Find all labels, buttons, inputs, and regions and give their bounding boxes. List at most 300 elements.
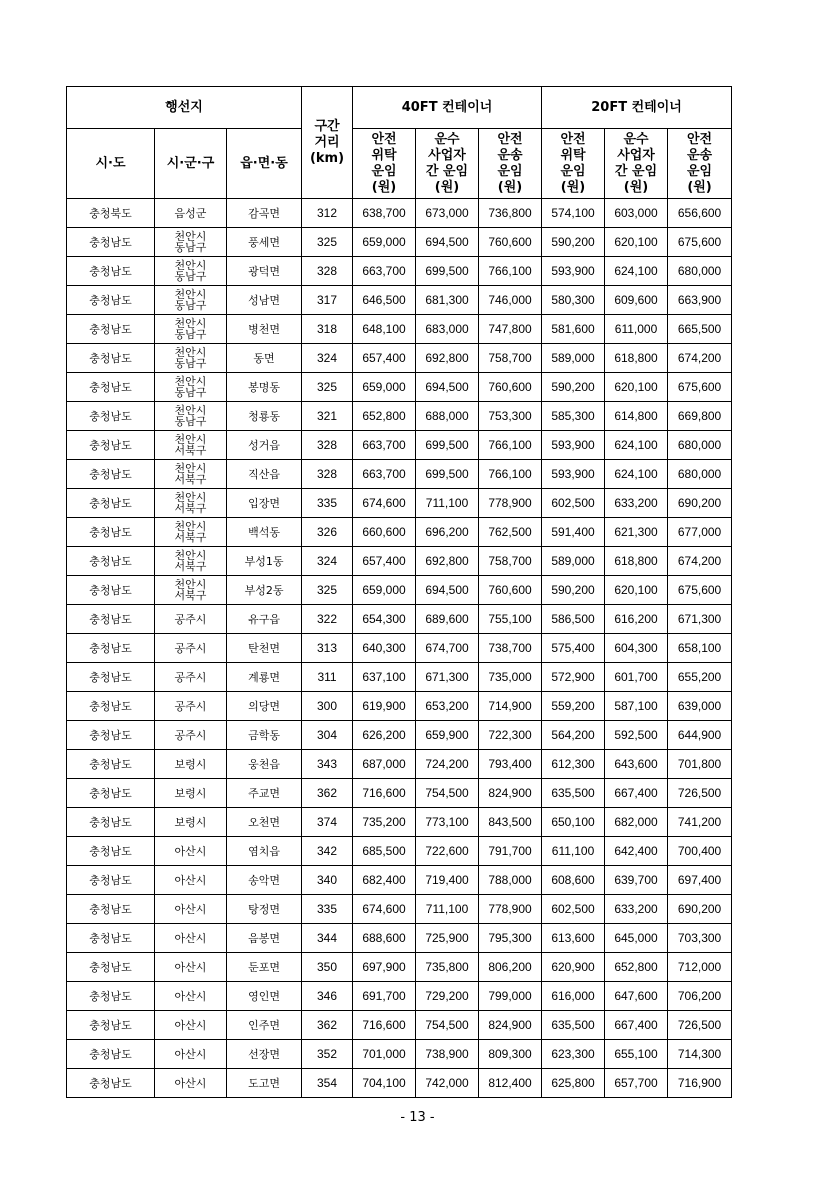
distance-header-line: 구간 xyxy=(314,118,340,134)
f40-between-cell: 673,000 xyxy=(416,199,479,228)
f40-consign-cell: 685,500 xyxy=(353,837,416,866)
table-row xyxy=(67,228,732,257)
city-cell-line: 동남구 xyxy=(174,241,207,254)
town-cell: 주교면 xyxy=(227,779,302,808)
province-cell: 충청남도 xyxy=(67,1011,155,1040)
km-cell: 343 xyxy=(302,750,353,779)
f20-consign-cell: 620,900 xyxy=(542,953,605,982)
city-cell xyxy=(155,315,227,344)
f40-transport-cell: 755,100 xyxy=(479,605,542,634)
table-row xyxy=(67,779,732,808)
province-cell: 충청남도 xyxy=(67,808,155,837)
f40-transport-cell: 799,000 xyxy=(479,982,542,1011)
city-cell xyxy=(155,953,227,982)
city-cell-line: 공주시 xyxy=(174,613,207,626)
f40-transport-cell: 788,000 xyxy=(479,866,542,895)
km-cell: 340 xyxy=(302,866,353,895)
f20-transport-cell: 665,500 xyxy=(668,315,732,344)
f40-consign-cell: 663,700 xyxy=(353,431,416,460)
city-cell-line: 서북구 xyxy=(174,560,207,573)
city-cell xyxy=(155,431,227,460)
f20-between-cell: 633,200 xyxy=(605,895,668,924)
city-cell-line: 공주시 xyxy=(174,700,207,713)
f40-between-cell: 699,500 xyxy=(416,431,479,460)
city-cell-line: 천안시 xyxy=(174,404,207,417)
f40-transport-cell: 791,700 xyxy=(479,837,542,866)
f20-transport-cell: 675,600 xyxy=(668,576,732,605)
f20-consign-cell: 593,900 xyxy=(542,431,605,460)
f40-between-cell: 688,000 xyxy=(416,402,479,431)
f20-consign-cell: 559,200 xyxy=(542,692,605,721)
town-header: 읍·면·동 xyxy=(227,129,302,199)
city-cell-line: 아산시 xyxy=(174,874,207,887)
f40-consign-cell: 697,900 xyxy=(353,953,416,982)
f20-between-cell: 587,100 xyxy=(605,692,668,721)
city-cell-line: 천안시 xyxy=(174,317,207,330)
f20-consign-cell: 625,800 xyxy=(542,1069,605,1098)
table-row xyxy=(67,344,732,373)
f40-consign-cell: 691,700 xyxy=(353,982,416,1011)
province-cell: 충청남도 xyxy=(67,315,155,344)
f20-transport-cell: 716,900 xyxy=(668,1069,732,1098)
city-cell-line: 천안시 xyxy=(174,491,207,504)
province-cell: 충청남도 xyxy=(67,750,155,779)
f20-between-cell: 611,000 xyxy=(605,315,668,344)
f40-transport-cell: 746,000 xyxy=(479,286,542,315)
town-cell: 영인면 xyxy=(227,982,302,1011)
f40-between-cell: 719,400 xyxy=(416,866,479,895)
table-row xyxy=(67,982,732,1011)
f20-consign-cell: 635,500 xyxy=(542,1011,605,1040)
f40-between-cell: 692,800 xyxy=(416,547,479,576)
f40-between-cell: 681,300 xyxy=(416,286,479,315)
f40-between-cell: 722,600 xyxy=(416,837,479,866)
f40-consign-cell: 637,100 xyxy=(353,663,416,692)
city-cell-line: 서북구 xyxy=(174,589,207,602)
province-cell: 충청남도 xyxy=(67,431,155,460)
f20-between-cell: 621,300 xyxy=(605,518,668,547)
f20-consign-cell: 586,500 xyxy=(542,605,605,634)
f20-transport-cell: 700,400 xyxy=(668,837,732,866)
f20-consign-cell: 585,300 xyxy=(542,402,605,431)
table-row xyxy=(67,402,732,431)
city-cell-line: 천안시 xyxy=(174,288,207,301)
f20-transport-cell: 658,100 xyxy=(668,634,732,663)
town-cell: 청룡동 xyxy=(227,402,302,431)
f20-transport-cell: 680,000 xyxy=(668,431,732,460)
f40-transport-cell: 760,600 xyxy=(479,228,542,257)
f20-consign-cell: 572,900 xyxy=(542,663,605,692)
f40-consign-cell: 660,600 xyxy=(353,518,416,547)
city-cell xyxy=(155,1011,227,1040)
f20-transport-cell: 712,000 xyxy=(668,953,732,982)
f20-transport-header: 안전 운송 운임 (원) xyxy=(668,129,732,199)
province-cell: 충청남도 xyxy=(67,982,155,1011)
town-cell: 둔포면 xyxy=(227,953,302,982)
distance-header-line: (km) xyxy=(309,150,345,166)
f40-transport-cell: 758,700 xyxy=(479,344,542,373)
f40-between-cell: 694,500 xyxy=(416,576,479,605)
f20-consign-cell: 564,200 xyxy=(542,721,605,750)
f40-consign-cell: 640,300 xyxy=(353,634,416,663)
f40-between-cell: 696,200 xyxy=(416,518,479,547)
city-cell-line: 서북구 xyxy=(174,531,207,544)
city-cell-line: 천안시 xyxy=(174,520,207,533)
city-cell-line: 천안시 xyxy=(174,433,207,446)
table-row xyxy=(67,315,732,344)
city-cell-line: 서북구 xyxy=(174,473,207,486)
province-cell: 충청남도 xyxy=(67,837,155,866)
city-cell-line: 아산시 xyxy=(174,903,207,916)
city-cell xyxy=(155,257,227,286)
f20-consign-cell: 635,500 xyxy=(542,779,605,808)
km-cell: 374 xyxy=(302,808,353,837)
province-cell: 충청남도 xyxy=(67,1069,155,1098)
f20-transport-cell: 644,900 xyxy=(668,721,732,750)
km-cell: 350 xyxy=(302,953,353,982)
f40-transport-cell: 812,400 xyxy=(479,1069,542,1098)
province-cell: 충청남도 xyxy=(67,605,155,634)
f40-consign-cell: 688,600 xyxy=(353,924,416,953)
km-cell: 313 xyxy=(302,634,353,663)
f20-between-cell: 620,100 xyxy=(605,576,668,605)
province-cell: 충청남도 xyxy=(67,518,155,547)
province-cell: 충청남도 xyxy=(67,286,155,315)
f40-transport-cell: 793,400 xyxy=(479,750,542,779)
f40-transport-cell: 766,100 xyxy=(479,257,542,286)
town-cell: 직산읍 xyxy=(227,460,302,489)
table-row xyxy=(67,808,732,837)
f40-consign-cell: 646,500 xyxy=(353,286,416,315)
city-cell xyxy=(155,547,227,576)
province-cell: 충청남도 xyxy=(67,953,155,982)
f20-between-cell: 603,000 xyxy=(605,199,668,228)
destination-header: 행선지 xyxy=(67,87,302,129)
city-cell-line: 서북구 xyxy=(174,502,207,515)
f40-between-cell: 729,200 xyxy=(416,982,479,1011)
f20-between-header: 운수 사업자 간 운임 (원) xyxy=(605,129,668,199)
table-row xyxy=(67,431,732,460)
f20-transport-cell: 714,300 xyxy=(668,1040,732,1069)
f20-transport-cell: 656,600 xyxy=(668,199,732,228)
table-row xyxy=(67,750,732,779)
f40-consign-cell: 701,000 xyxy=(353,1040,416,1069)
province-cell: 충청남도 xyxy=(67,576,155,605)
f40-transport-cell: 747,800 xyxy=(479,315,542,344)
province-cell: 충청남도 xyxy=(67,547,155,576)
f20-consign-cell: 612,300 xyxy=(542,750,605,779)
f40-consign-cell: 659,000 xyxy=(353,576,416,605)
f40-between-cell: 674,700 xyxy=(416,634,479,663)
city-cell-line: 동남구 xyxy=(174,386,207,399)
f40-between-cell: 692,800 xyxy=(416,344,479,373)
f20-consign-cell: 591,400 xyxy=(542,518,605,547)
freight-rate-table xyxy=(66,86,732,1098)
town-cell: 감곡면 xyxy=(227,199,302,228)
f20-transport-cell: 674,200 xyxy=(668,547,732,576)
f40-consign-cell: 663,700 xyxy=(353,257,416,286)
f40-transport-cell: 824,900 xyxy=(479,1011,542,1040)
f20-transport-cell: 674,200 xyxy=(668,344,732,373)
town-cell: 풍세면 xyxy=(227,228,302,257)
f40-consign-cell: 704,100 xyxy=(353,1069,416,1098)
f20-transport-cell: 680,000 xyxy=(668,460,732,489)
city-cell xyxy=(155,286,227,315)
f20-between-cell: 682,000 xyxy=(605,808,668,837)
km-cell: 325 xyxy=(302,228,353,257)
f40-consign-cell: 619,900 xyxy=(353,692,416,721)
town-cell: 도고면 xyxy=(227,1069,302,1098)
city-cell xyxy=(155,199,227,228)
table-row xyxy=(67,518,732,547)
city-cell-line: 아산시 xyxy=(174,961,207,974)
town-cell: 백석동 xyxy=(227,518,302,547)
f20-consign-cell: 590,200 xyxy=(542,576,605,605)
f40-between-cell: 659,900 xyxy=(416,721,479,750)
f40-between-cell: 653,200 xyxy=(416,692,479,721)
f20-transport-cell: 706,200 xyxy=(668,982,732,1011)
f20-consign-cell: 611,100 xyxy=(542,837,605,866)
f40-between-cell: 773,100 xyxy=(416,808,479,837)
f20-transport-cell: 639,000 xyxy=(668,692,732,721)
f40-consign-cell: 657,400 xyxy=(353,344,416,373)
page-number: - 13 - xyxy=(400,1110,435,1125)
km-cell: 300 xyxy=(302,692,353,721)
f40-transport-cell: 766,100 xyxy=(479,460,542,489)
km-cell: 328 xyxy=(302,431,353,460)
f40-transport-cell: 766,100 xyxy=(479,431,542,460)
f20-between-cell: 604,300 xyxy=(605,634,668,663)
f20-consign-header: 안전 위탁 운임 (원) xyxy=(542,129,605,199)
city-cell xyxy=(155,837,227,866)
f40-consign-cell: 735,200 xyxy=(353,808,416,837)
city-cell-line: 서북구 xyxy=(174,444,207,457)
f40-consign-cell: 638,700 xyxy=(353,199,416,228)
f40-between-cell: 694,500 xyxy=(416,373,479,402)
city-cell-line: 천안시 xyxy=(174,578,207,591)
city-cell-line: 동남구 xyxy=(174,357,207,370)
city-cell-line: 아산시 xyxy=(174,845,207,858)
province-cell: 충청남도 xyxy=(67,779,155,808)
table-row xyxy=(67,1040,732,1069)
km-cell: 352 xyxy=(302,1040,353,1069)
distance-header-line: 거리 xyxy=(314,134,340,150)
f40-between-header: 운수 사업자 간 운임 (원) xyxy=(416,129,479,199)
f20-between-cell: 592,500 xyxy=(605,721,668,750)
city-cell xyxy=(155,1069,227,1098)
city-cell-line: 음성군 xyxy=(174,207,207,220)
town-cell: 선장면 xyxy=(227,1040,302,1069)
f40-between-cell: 742,000 xyxy=(416,1069,479,1098)
f20-consign-cell: 589,000 xyxy=(542,547,605,576)
f20-transport-cell: 690,200 xyxy=(668,489,732,518)
table-row xyxy=(67,924,732,953)
f20-between-cell: 647,600 xyxy=(605,982,668,1011)
table-row xyxy=(67,634,732,663)
km-cell: 312 xyxy=(302,199,353,228)
f40-between-cell: 724,200 xyxy=(416,750,479,779)
city-cell xyxy=(155,663,227,692)
province-cell: 충청남도 xyxy=(67,692,155,721)
city-cell-line: 천안시 xyxy=(174,230,207,243)
f40-between-cell: 689,600 xyxy=(416,605,479,634)
city-cell xyxy=(155,924,227,953)
province-cell: 충청남도 xyxy=(67,228,155,257)
km-cell: 321 xyxy=(302,402,353,431)
f40-consign-cell: 687,000 xyxy=(353,750,416,779)
f20-between-cell: 624,100 xyxy=(605,460,668,489)
f40-between-cell: 699,500 xyxy=(416,460,479,489)
city-cell xyxy=(155,895,227,924)
province-cell: 충청남도 xyxy=(67,1040,155,1069)
town-cell: 염치읍 xyxy=(227,837,302,866)
town-cell: 유구읍 xyxy=(227,605,302,634)
city-cell-line: 공주시 xyxy=(174,642,207,655)
f20-between-cell: 620,100 xyxy=(605,228,668,257)
km-cell: 335 xyxy=(302,489,353,518)
town-cell: 성거읍 xyxy=(227,431,302,460)
f20-transport-cell: 663,900 xyxy=(668,286,732,315)
city-cell xyxy=(155,228,227,257)
f40-between-cell: 735,800 xyxy=(416,953,479,982)
city-cell xyxy=(155,605,227,634)
table-row xyxy=(67,257,732,286)
town-cell: 웅천읍 xyxy=(227,750,302,779)
city-cell xyxy=(155,344,227,373)
f40-transport-cell: 778,900 xyxy=(479,489,542,518)
km-cell: 325 xyxy=(302,576,353,605)
city-cell-line: 동남구 xyxy=(174,270,207,283)
f40-between-cell: 694,500 xyxy=(416,228,479,257)
town-cell: 계룡면 xyxy=(227,663,302,692)
town-cell: 성남면 xyxy=(227,286,302,315)
km-cell: 324 xyxy=(302,547,353,576)
f40-consign-cell: 674,600 xyxy=(353,895,416,924)
f40-between-cell: 711,100 xyxy=(416,489,479,518)
f20-consign-cell: 613,600 xyxy=(542,924,605,953)
km-cell: 344 xyxy=(302,924,353,953)
city-cell xyxy=(155,634,227,663)
km-cell: 362 xyxy=(302,779,353,808)
table-row xyxy=(67,460,732,489)
f20-transport-cell: 675,600 xyxy=(668,373,732,402)
f20-between-cell: 667,400 xyxy=(605,1011,668,1040)
province-cell: 충청남도 xyxy=(67,489,155,518)
province-header: 시·도 xyxy=(67,129,155,199)
city-cell xyxy=(155,518,227,547)
table-row xyxy=(67,895,732,924)
f40-consign-header: 안전 위탁 운임 (원) xyxy=(353,129,416,199)
table-row xyxy=(67,1011,732,1040)
f20-consign-cell: 593,900 xyxy=(542,257,605,286)
province-cell: 충청북도 xyxy=(67,199,155,228)
table-row xyxy=(67,605,732,634)
f40-transport-cell: 843,500 xyxy=(479,808,542,837)
province-cell: 충청남도 xyxy=(67,663,155,692)
province-cell: 충청남도 xyxy=(67,344,155,373)
city-cell xyxy=(155,750,227,779)
city-cell-line: 아산시 xyxy=(174,1048,207,1061)
f20-consign-cell: 593,900 xyxy=(542,460,605,489)
city-cell xyxy=(155,1040,227,1069)
town-cell: 봉명동 xyxy=(227,373,302,402)
town-cell: 동면 xyxy=(227,344,302,373)
f20-between-cell: 645,000 xyxy=(605,924,668,953)
f40-transport-cell: 760,600 xyxy=(479,576,542,605)
city-cell-line: 보령시 xyxy=(174,758,207,771)
km-cell: 318 xyxy=(302,315,353,344)
city-cell xyxy=(155,866,227,895)
f20-consign-cell: 623,300 xyxy=(542,1040,605,1069)
province-cell: 충청남도 xyxy=(67,402,155,431)
town-cell: 광덕면 xyxy=(227,257,302,286)
city-cell-line: 천안시 xyxy=(174,549,207,562)
town-cell: 금학동 xyxy=(227,721,302,750)
city-cell-line: 아산시 xyxy=(174,1019,207,1032)
province-cell: 충청남도 xyxy=(67,257,155,286)
km-cell: 325 xyxy=(302,373,353,402)
f40-consign-cell: 654,300 xyxy=(353,605,416,634)
city-cell-line: 보령시 xyxy=(174,787,207,800)
city-cell-line: 천안시 xyxy=(174,462,207,475)
f20-consign-cell: 590,200 xyxy=(542,228,605,257)
town-cell: 인주면 xyxy=(227,1011,302,1040)
city-cell xyxy=(155,373,227,402)
table-row xyxy=(67,663,732,692)
f40-between-cell: 683,000 xyxy=(416,315,479,344)
km-cell: 304 xyxy=(302,721,353,750)
town-cell: 오천면 xyxy=(227,808,302,837)
f40-consign-cell: 716,600 xyxy=(353,779,416,808)
f40-consign-cell: 682,400 xyxy=(353,866,416,895)
f40-transport-cell: 795,300 xyxy=(479,924,542,953)
f40-between-cell: 725,900 xyxy=(416,924,479,953)
f20-transport-cell: 671,300 xyxy=(668,605,732,634)
table-row xyxy=(67,286,732,315)
f20-between-cell: 616,200 xyxy=(605,605,668,634)
f20-consign-cell: 580,300 xyxy=(542,286,605,315)
f40-between-cell: 754,500 xyxy=(416,779,479,808)
town-cell: 송악면 xyxy=(227,866,302,895)
province-cell: 충청남도 xyxy=(67,460,155,489)
f20-between-cell: 633,200 xyxy=(605,489,668,518)
table-row xyxy=(67,692,732,721)
city-cell xyxy=(155,576,227,605)
table-row xyxy=(67,721,732,750)
km-cell: 322 xyxy=(302,605,353,634)
f20-transport-cell: 726,500 xyxy=(668,1011,732,1040)
f20-between-cell: 618,800 xyxy=(605,344,668,373)
city-cell-line: 아산시 xyxy=(174,1077,207,1090)
city-cell xyxy=(155,489,227,518)
city-cell-line: 아산시 xyxy=(174,932,207,945)
f40-transport-cell: 824,900 xyxy=(479,779,542,808)
f20-between-cell: 655,100 xyxy=(605,1040,668,1069)
f20-between-cell: 618,800 xyxy=(605,547,668,576)
city-cell-line: 보령시 xyxy=(174,816,207,829)
f40-consign-cell: 652,800 xyxy=(353,402,416,431)
f40-between-cell: 699,500 xyxy=(416,257,479,286)
table-row xyxy=(67,866,732,895)
table-body xyxy=(67,199,732,1098)
f40-transport-cell: 809,300 xyxy=(479,1040,542,1069)
city-cell xyxy=(155,460,227,489)
f20-between-cell: 652,800 xyxy=(605,953,668,982)
table-row xyxy=(67,953,732,982)
f20-transport-cell: 690,200 xyxy=(668,895,732,924)
f20-transport-cell: 680,000 xyxy=(668,257,732,286)
table-row xyxy=(67,576,732,605)
